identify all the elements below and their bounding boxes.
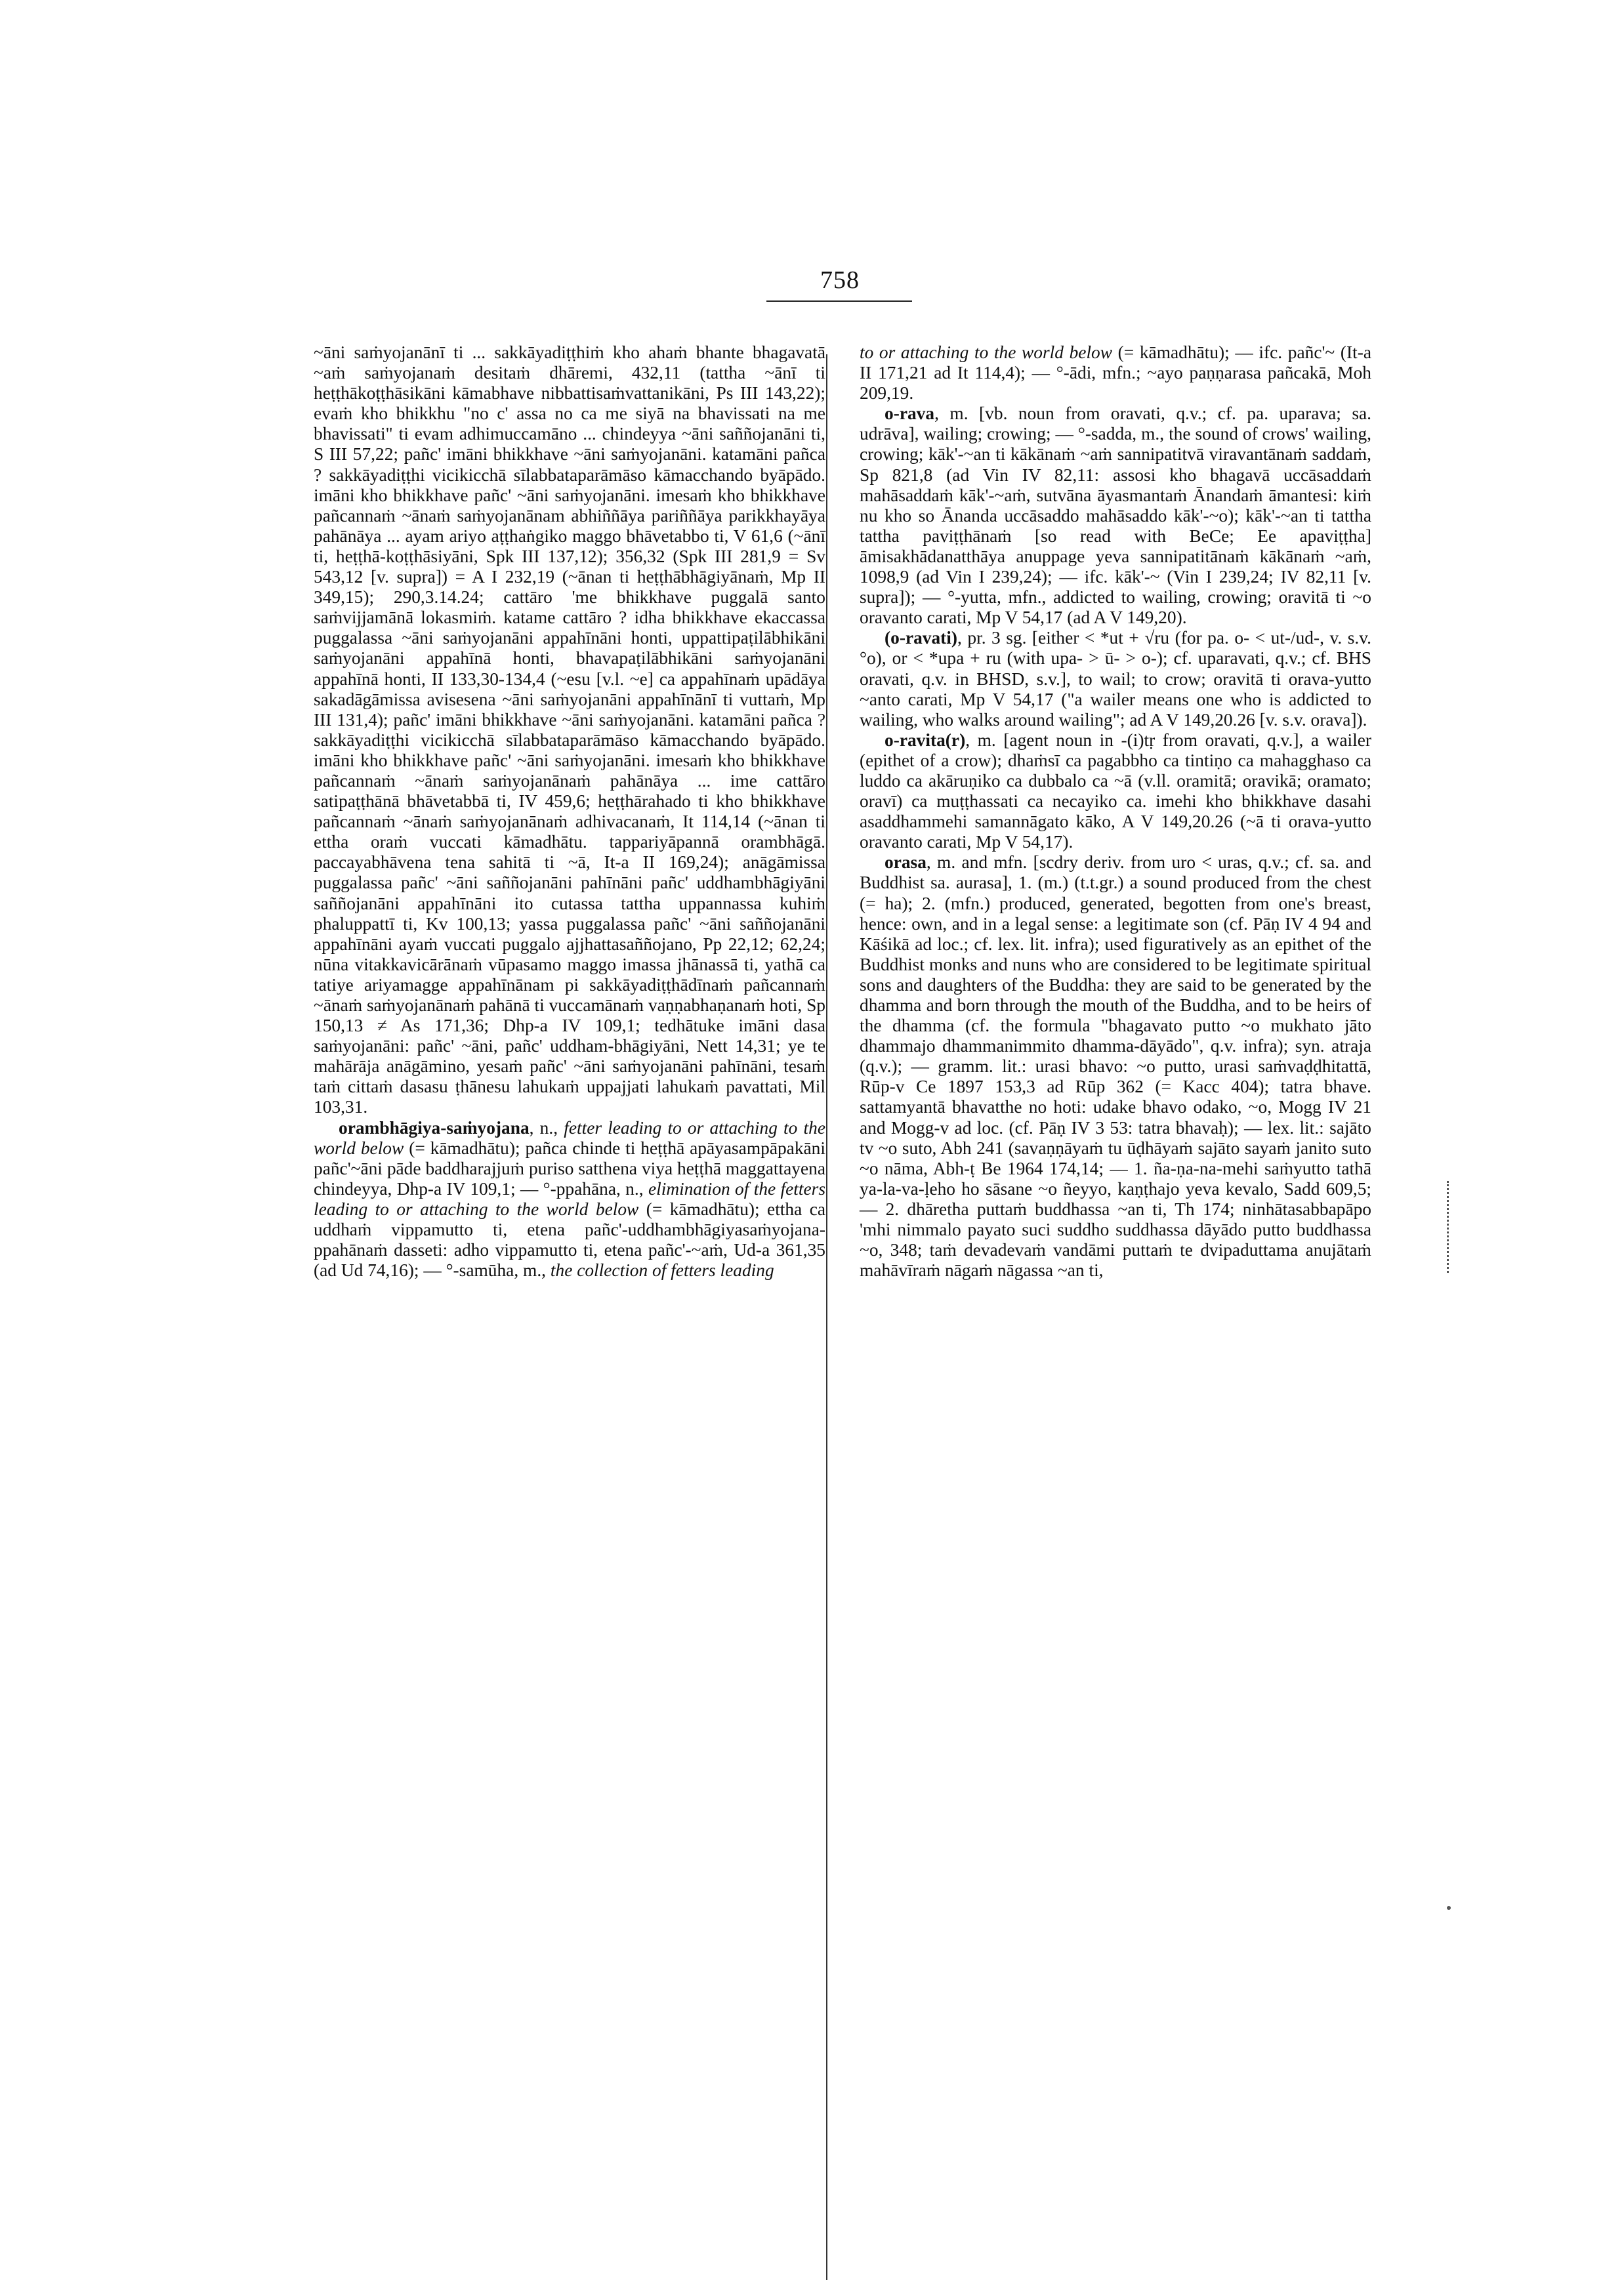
- right-column: [860, 342, 1371, 1281]
- definition: fetter leading to or attaching to the world below: [314, 1117, 825, 1158]
- entry-orambhagiya-samyojana: orambhāgiya-saṁyojana, n., fetter leading to or attaching to the world below (= kāmadhātu); pañca chinde ti heṭṭhā apāyasampāpakāni pañc'~āni pāde baddharajjuṁ puriso satthena viya heṭṭhā maggattayena chindeyya, Dhp-a IV 109,1; — °-ppahāna, n., elimination of the fetters leading to or attaching to the world below (= kāmadhātu); ettha ca uddhaṁ vippamutto ti, etena pañc'-uddhambhāgiyasaṁyojana-ppahānaṁ dasseti: adho vippamutto ti, etena pañc'-~aṁ, Ud-a 361,35 (ad Ud 74,16); — °-samūha, m., the collection of fetters leading: [314, 1117, 826, 1281]
- headword: orambhāgiya-saṁyojana: [339, 1117, 530, 1138]
- headword: orasa: [885, 852, 927, 873]
- entry-o-rava: o-rava, m. [vb. noun from oravati, q.v.; cf. pa. uparava; sa. udrāva], wailing; crowing; — °-sadda, m., the sound of crows' wailing, crowing; kāk'-~an ti kākānaṁ ~aṁ sannipatitvā viravantānaṁ saddaṁ, Sp 821,8 (ad Vin IV 82,11: assosi kho bhagavā uccāsaddaṁ mahāsaddaṁ kāk'-~aṁ, sutvāna āyasmantaṁ Ānandaṁ āmantesi: kiṁ nu kho so Ānanda uccāsaddo mahāsaddo kāk'-~o); kāk'-~an ti tattha tattha paviṭṭhānaṁ [so read with BeCe; Ee apaviṭṭha] āmisakhādanatthāya anuppage yeva sannipatitānaṁ kākānaṁ ~aṁ, 1098,9 (ad Vin I 239,24); — ifc. kāk'-~ (Vin I 239,24; IV 82,11 [v. supra]); — °-yutta, mfn., addicted to wailing, crowing; oravitā ti ~o oravanto carati, Mp V 54,17 (ad A V 149,20).: [860, 403, 1371, 628]
- page-number: 758: [820, 266, 860, 294]
- headword: (o-ravati): [885, 628, 958, 648]
- entry-continuation: to or attaching to the world below (= kāmadhātu); — ifc. pañc'~ (It-a II 171,21 ad It 114,4); — °-ādi, mfn.; ~ayo paṇṇarasa pañcakā, Moh 209,19.: [860, 342, 1371, 403]
- page-number-rule: [766, 300, 912, 302]
- entry-orasa: orasa, m. and mfn. [scdry deriv. from uro < uras, q.v.; cf. sa. and Buddhist sa. aurasa], 1. (m.) (t.t.gr.) a sound produced from the chest (= ha); 2. (mfn.) produced, generated, begotten from one's breast, hence: own, and in a legal sense: a legitimate son (cf. Pāṇ IV 4 94 and Kāśikā ad loc.; cf. lex. lit. infra); used figuratively as an epithet of the Buddhist monks and nuns who are considered to be legitimate spiritual sons and daughters of the Buddha: they are said to be generated by the dhamma and born through the mouth of the Buddha, and to be heirs of the dhamma (cf. the formula "bhagavato putto ~o mukhato jāto dhammajo dhammanimmito dhamma-dāyādo", q.v. infra); syn. atraja (q.v.); — gramm. lit.: urasi bhavo: ~o putto, urasi saṁvaḍḍhitattā, Rūp-v Ce 1897 153,3 ad Rūp 362 (= Kacc 404); tatra bhave. sattamyantā bhavatthe no hoti: udake bhavo odako, ~o, Mogg IV 21 and Mogg-v ad loc. (cf. Pāṇ IV 3 53: tatra bhavaḥ); — lex. lit.: sajāto tv ~o suto, Abh 241 (savaṇṇāyaṁ tu ūḍhāyaṁ sajāto sayaṁ janito suto ~o nāma, Abh-ṭ Be 1964 174,14; — 1. ña-ṇa-na-mehi saṁyutto tathā ya-la-va-ḷeho ho sāsane ~o ñeyyo, kaṇṭhajo yeva kevalo, Sadd 609,5; — 2. dhāretha puttaṁ buddhassa ~an ti, Th 174; ninhātasabbapāpo 'mhi nimmalo payato suci suddho suddhassa dāyādo putto buddhassa ~o, 348; taṁ devadevaṁ vandāmi puttaṁ te dvipaduttama anujātaṁ mahāvīraṁ nāgaṁ nāgassa ~an ti,: [860, 852, 1371, 1281]
- definition: to or attaching to the world below: [860, 342, 1113, 362]
- entry-continuation: ~āni saṁyojanānī ti ... sakkāyadiṭṭhiṁ kho ahaṁ bhante bhagavatā ~aṁ saṁyojanaṁ desitaṁ dhāremi, 432,11 (tattha ~ānī ti heṭṭhākoṭṭhāsikāni kāmabhave nibbattisaṁvattanikāni, Ps III 143,22); evaṁ kho bhikkhu "no c' assa no ca me siyā na bhavissati na me bhavissati" ti evam adhimuccamāno ... chindeyya ~āni saññojanāni ti, S III 57,22; pañc' imāni bhikkhave ~āni saṁyojanāni. katamāni pañca ? sakkāyadiṭṭhi vicikicchā sīlabbataparāmāso kāmacchando byāpādo. imāni kho bhikkhave pañc' ~āni saṁyojanāni. imesaṁ kho bhikkhave pañcannaṁ ~ānaṁ saṁyojanānam abhiññāya pariññāya parikkhayāya pahānāya ... ayam ariyo aṭṭhaṅgiko maggo bhāvetabbo ti, V 61,6 (~ānī ti, heṭṭhā-koṭṭhāsiyāni, Spk III 137,12); 356,32 (Spk III 281,9 = Sv 543,12 [v. supra]) = A I 232,19 (~ānan ti heṭṭhābhāgiyānaṁ, Mp II 349,15); 290,3.14.24; cattāro 'me bhikkhave puggalā santo saṁvijjamānā lokasmiṁ. katame cattāro ? idha bhikkhave ekaccassa puggalassa ~āni saṁyojanāni appahīnāni honti, uppattipaṭilābhikāni saṁyojanāni appahīnā honti, bhavapaṭilābhikāni saṁyojanāni appahīnā honti, II 133,30-134,4 (~esu [v.l. ~e] ca appahīnaṁ upādāya sakadāgāmissa avisesena ~āni saṁyojanāni appahīnānī ti vuttaṁ, Mp III 131,4); pañc' imāni bhikkhave ~āni saṁyojanāni. katamāni pañca ? sakkāyadiṭṭhi vicikicchā sīlabbataparāmāso kāmacchando byāpādo. imāni kho bhikkhave pañc' ~āni saṁyojanāni. imesaṁ kho bhikkhave pañcannaṁ ~ānaṁ saṁyojanānaṁ pahānāya ... ime cattāro satipaṭṭhānā bhāvetabbā ti, IV 459,6; heṭṭhārahado ti kho bhikkhave pañcannaṁ ~ānaṁ saṁyojanānaṁ adhivacanaṁ, It 114,14 (~ānan ti ettha oraṁ vuccati kāmadhātu. tappariyāpannā orambhāgā. paccayabhāvena tena sahitā ti ~ā, It-a II 169,24); anāgāmissa puggalassa pañc' ~āni saññojanāni pahīnāni pañc' uddhambhāgiyāni saññojanāni appahīnāni ito cutassa tattha uppannassa kuhiṁ phaluppattī ti, Kv 100,13; yassa puggalassa pañc' ~āni saññojanāni appahīnāni ayaṁ vuccati puggalo ajjhattasaññojano, Pp 22,12; 62,24; nūna vitakkavicārānaṁ vūpasamo maggo imassa jhānassā ti, yathā ca tatiye ariyamagge appahīnānam pi sakkāyadiṭṭhādīnaṁ pañcannaṁ ~ānaṁ saṁyojanānaṁ pahānā ti vuccamānaṁ vaṇṇabhaṇanaṁ hoti, Sp 150,13 ≠ As 171,36; Dhp-a IV 109,1; tedhātuke imāni dasa saṁyojanāni: pañc' ~āni, pañc' uddham-bhāgiyāni, Nett 14,31; ye te mahārāja anāgāmino, yesaṁ pañc' ~āni saṁyojanāni pahīnāni, tesaṁ taṁ cittaṁ dasasu ṭhānesu lahukaṁ uppajjati lahukaṁ pavattati, Mil 103,31.: [314, 342, 825, 1117]
- headword: o-rava: [885, 403, 935, 424]
- headword: o-ravita(r): [885, 730, 966, 750]
- entry-o-ravita: o-ravita(r), m. [agent noun in -(i)tṛ from oravati, q.v.], a wailer (epithet of a crow); dhaṁsī ca pagabbho ca tintiṇo ca mahagghaso ca luddo ca akāruṇiko ca dubbalo ca ~ā (v.ll. oramitā; oravikā; oramato; oravī) ca muṭṭhassati ca necayiko ca. imehi kho bhikkhave dasahi asaddhammehi samannāgato kāko, A V 149,20.26 (~ā ti orava-yutto oravanto carati, Mp V 54,17).: [860, 730, 1371, 852]
- scan-speck: [1447, 1906, 1451, 1910]
- left-column: [314, 342, 825, 1281]
- entry-o-ravati: (o-ravati), pr. 3 sg. [either < *ut + √ru (for pa. o- < ut-/ud-, v. s.v. °o), or < *upa + ru (with upa- > ū- > o-); cf. uparavati, q.v.; cf. BHS oravati, q.v. in BHSD, s.v.], to wail; to crow; oravitā ti orava-yutto ~anto carati, Mp V 54,17 ("a wailer means one who is addicted to wailing, who walks around wailing"; ad A V 149,20.26 [v. s.v. orava]).: [860, 628, 1371, 730]
- margin-scan-mark: [1447, 1181, 1451, 1273]
- definition: the collection of fetters leading: [550, 1260, 774, 1281]
- definition: elimination of the fetters leading to or attaching to the world below: [314, 1178, 825, 1219]
- column-divider: [826, 354, 827, 2280]
